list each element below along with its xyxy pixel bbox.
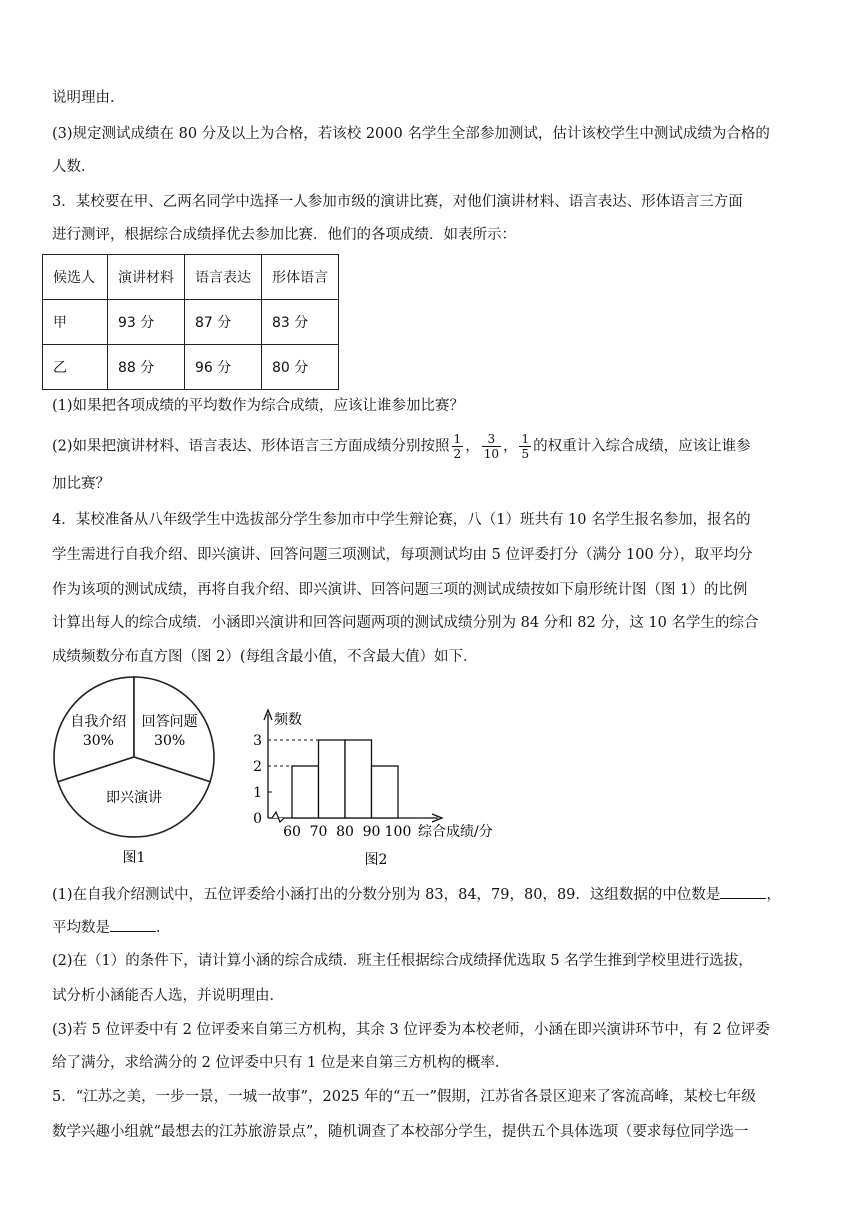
numerator: 1 xyxy=(453,432,462,446)
histogram-figure xyxy=(248,706,518,874)
pie-slice-label: 自我介绍 xyxy=(70,714,127,731)
question-4-line: 计算出每人的综合成绩．小涵即兴演讲和回答问题两项的测试成绩分别为 84 分和 82 分，这 10 名学生的综合 xyxy=(52,615,759,631)
figure-caption: 图1 xyxy=(122,850,146,866)
table-header-cell: 形体语言 xyxy=(262,255,339,300)
text-line: 说明理由． xyxy=(52,90,125,106)
answer-blank xyxy=(110,917,156,932)
question-3-line: 进行测评，根据综合成绩择优去参加比赛．他们的各项成绩．如表所示： xyxy=(52,227,516,243)
text-line: 人数． xyxy=(52,159,96,175)
fraction xyxy=(482,432,501,461)
y-tick-label: 3 xyxy=(253,733,262,749)
text-line: (1)如果把各项成绩的平均数作为综合成绩，应该让谁参加比赛？ xyxy=(52,398,465,414)
text-line: 试分析小涵能否人选，并说明理由． xyxy=(52,988,284,1004)
pie-slice-label: 即兴演讲 xyxy=(106,790,162,806)
table-row xyxy=(43,345,339,390)
x-tick-label: 90 xyxy=(362,824,381,840)
separator: ， xyxy=(465,438,480,455)
y-axis-label: 频数 xyxy=(274,712,302,728)
table-cell: 88 分 xyxy=(108,345,185,390)
x-tick-label: 100 xyxy=(384,824,412,840)
question-5-line: 5．“江苏之美，一步一景，一城一故事”，2025 年的“五一”假期，江苏省各景区迎来了客流高峰，某校七年级 xyxy=(52,1089,756,1105)
table-header-cell: 演讲材料 xyxy=(108,255,185,300)
pie-slice-label: 回答问题 xyxy=(141,714,198,731)
text-line: 加比赛？ xyxy=(52,476,110,492)
text-span: 的权重计入综合成绩，应该让谁参 xyxy=(533,438,751,455)
table-cell: 乙 xyxy=(43,345,108,390)
pie-slice-value-label: 30% xyxy=(82,733,114,750)
pie-slice-value-label: 30% xyxy=(154,733,186,750)
text-line: 给了满分，求给满分的 2 位评委中只有 1 位是来自第三方机构的概率． xyxy=(52,1055,510,1071)
question-4-part-1 xyxy=(52,884,781,905)
text-span: (1)在自我介绍测试中，五位评委给小涵打出的分数分别为 83，84，79，80，89．这组数据的中位数是 xyxy=(52,887,721,903)
table-row xyxy=(43,300,339,345)
separator: ， xyxy=(502,438,518,455)
x-tick-label: 70 xyxy=(309,824,328,840)
question-4-line: 成绩频数分布直方图（图 2）(每组含最小值，不含最大值）如下． xyxy=(52,649,478,665)
scores-table xyxy=(42,254,339,390)
y-tick-label: 2 xyxy=(253,759,262,775)
denominator: 10 xyxy=(483,447,499,461)
table-cell: 83 分 xyxy=(262,300,339,345)
text-span: (2)如果把演讲材料、语言表达、形体语言三方面成绩分别按照 xyxy=(52,438,450,455)
numerator: 3 xyxy=(482,432,501,447)
text-span: ． xyxy=(156,920,171,936)
question-5-line: 数学兴趣小组就“最想去的江苏旅游景点”，随机调查了本校部分学生，提供五个具体选项（要求每位同学选一 xyxy=(52,1124,749,1140)
pie-chart-figure xyxy=(40,672,240,872)
table-header-cell: 语言表达 xyxy=(185,255,262,300)
x-tick-label: 80 xyxy=(336,824,354,840)
text-line: (3)规定测试成绩在 80 分及以上为合格，若该校 2000 名学生全部参加测试，估计该校学生中测试成绩为合格的 xyxy=(52,126,770,142)
text-span: ， xyxy=(766,887,781,903)
table-cell: 96 分 xyxy=(185,345,262,390)
table-cell: 93 分 xyxy=(108,300,185,345)
fraction xyxy=(519,432,531,461)
question-4-part-1 xyxy=(52,917,171,938)
table-cell: 87 分 xyxy=(185,300,262,345)
question-4-line: 学生需进行自我介绍、即兴演讲、回答问题三项测试，每项测试均由 5 位评委打分（满分 100 分），取平均分 xyxy=(52,547,753,563)
question-4-line: 作为该项的测试成绩，再将自我介绍、即兴演讲、回答问题三项的测试成绩按如下扇形统计图（图 1）的比例 xyxy=(52,582,748,598)
text-line: (2)在（1）的条件下，请计算小涵的综合成绩．班主任根据综合成绩择优选取 5 名学生推到学校里进行选拔， xyxy=(52,953,753,969)
y-tick-label: 1 xyxy=(253,785,262,801)
figure-caption: 图2 xyxy=(364,852,388,868)
text-line: (3)若 5 位评委中有 2 位评委来自第三方机构，其余 3 位评委为本校老师，小涵在即兴演讲环节中，有 2 位评委 xyxy=(52,1022,770,1038)
fraction xyxy=(452,432,464,461)
table-header-row xyxy=(43,255,339,300)
histogram-bar xyxy=(292,766,319,818)
text-span: 平均数是 xyxy=(52,920,110,936)
table-cell: 80 分 xyxy=(262,345,339,390)
table-cell: 甲 xyxy=(43,300,108,345)
x-axis-label: 综合成绩/分 xyxy=(418,824,493,840)
histogram-bar xyxy=(372,766,399,818)
denominator: 2 xyxy=(453,447,462,461)
x-tick-label: 60 xyxy=(283,824,301,840)
denominator: 5 xyxy=(521,447,530,461)
table-header-cell: 候选人 xyxy=(43,255,108,300)
question-3-line: 3．某校要在甲、乙两名同学中选择一人参加市级的演讲比赛，对他们演讲材料、语言表达、形体语言三方面 xyxy=(52,194,743,210)
question-3-part-2 xyxy=(52,432,751,461)
numerator: 1 xyxy=(521,432,530,446)
histogram-bar xyxy=(345,740,372,818)
axis-break xyxy=(272,812,284,822)
histogram-bar xyxy=(319,740,346,818)
question-4-line: 4．某校准备从八年级学生中选拔部分学生参加市中学生辩论赛，八（1）班共有 10 名学生报名参加，报名的 xyxy=(52,512,751,528)
answer-blank xyxy=(720,884,766,899)
y-tick-label: 0 xyxy=(253,811,262,827)
